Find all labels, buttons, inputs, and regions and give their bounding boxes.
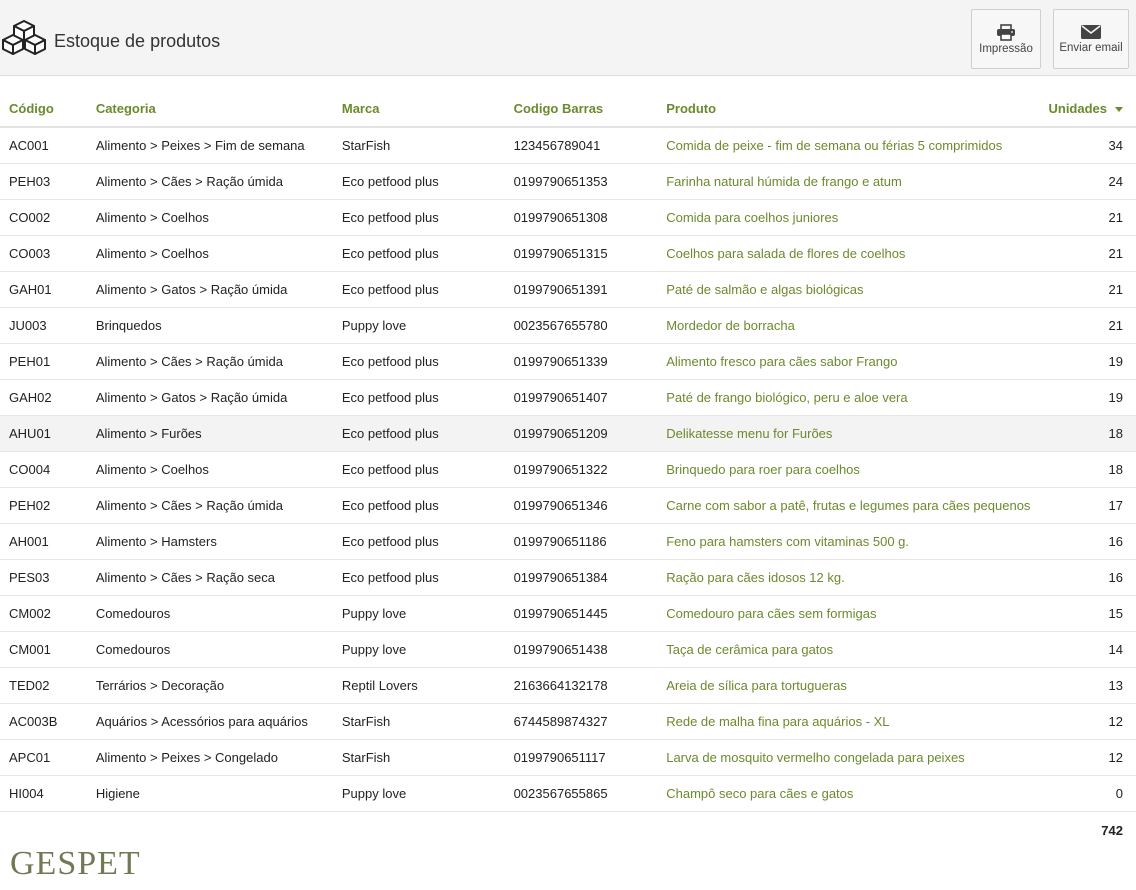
column-header-units-label: Unidades [1048,100,1107,116]
cell-barcode: 6744589874327 [505,704,658,740]
cell-product [657,632,1039,668]
cell-category: Brinquedos [87,308,333,344]
cell-code: CO004 [0,452,87,488]
table-row [0,560,1136,596]
page-title: Estoque de produtos [54,31,221,51]
cell-barcode: 0199790651322 [505,452,658,488]
cell-barcode: 0199790651438 [505,632,658,668]
cell-product [657,452,1039,488]
cell-units: 15 [1039,596,1136,632]
cell-code: GAH01 [0,272,87,308]
table-row [0,416,1136,452]
cell-brand: Eco petfood plus [333,452,505,488]
column-header-brand[interactable]: Marca [333,90,505,127]
cell-code: GAH02 [0,380,87,416]
column-header-units[interactable] [1039,90,1136,127]
cell-code: CO003 [0,236,87,272]
cell-code: PEH01 [0,344,87,380]
total-spacer [657,812,1039,849]
table-row [0,200,1136,236]
cell-code: HI004 [0,776,87,812]
cell-product [657,200,1039,236]
product-link[interactable]: Rede de malha fina para aquários - XL [666,714,890,729]
product-link[interactable]: Feno para hamsters com vitaminas 500 g. [666,534,909,549]
cell-barcode: 0199790651353 [505,164,658,200]
cell-product [657,272,1039,308]
cell-units: 0 [1039,776,1136,812]
table-row [0,236,1136,272]
cell-category: Comedouros [87,632,333,668]
product-link[interactable]: Mordedor de borracha [666,318,795,333]
table-row [0,127,1136,164]
cell-barcode: 0023567655780 [505,308,658,344]
total-spacer [505,812,658,849]
printer-icon [996,24,1016,41]
total-spacer [87,812,333,849]
cell-product [657,127,1039,164]
cell-code: APC01 [0,740,87,776]
cell-product [657,704,1039,740]
table-row [0,668,1136,704]
cell-units: 17 [1039,488,1136,524]
cell-units: 19 [1039,380,1136,416]
product-link[interactable]: Taça de cerâmica para gatos [666,642,834,657]
print-button[interactable] [971,9,1041,69]
cell-barcode: 0199790651186 [505,524,658,560]
table-row [0,776,1136,812]
cell-barcode: 0199790651339 [505,344,658,380]
cell-brand: Eco petfood plus [333,272,505,308]
cell-product [657,524,1039,560]
cell-brand: Puppy love [333,596,505,632]
cell-units: 21 [1039,236,1136,272]
cell-brand: StarFish [333,740,505,776]
page-header [0,0,1136,76]
cell-code: AHU01 [0,416,87,452]
cell-brand: StarFish [333,704,505,740]
cell-product [657,236,1039,272]
cell-units: 24 [1039,164,1136,200]
cell-brand: Eco petfood plus [333,524,505,560]
cell-barcode: 0199790651209 [505,416,658,452]
cell-category: Terrários > Decoração [87,668,333,704]
column-header-barcode[interactable]: Codigo Barras [505,90,658,127]
product-link[interactable]: Delikatesse menu for Furões [666,426,833,441]
cell-code: TED02 [0,668,87,704]
cell-barcode: 0199790651445 [505,596,658,632]
product-link[interactable]: Carne com sabor a patê, frutas e legumes para cães pequenos [666,498,1031,513]
table-header-row [0,90,1136,127]
cell-units: 21 [1039,272,1136,308]
cell-brand: Eco petfood plus [333,416,505,452]
cell-units: 16 [1039,560,1136,596]
cell-category: Alimento > Cães > Ração úmida [87,488,333,524]
cell-product [657,560,1039,596]
cell-product [657,344,1039,380]
cell-brand: Eco petfood plus [333,344,505,380]
cell-brand: Puppy love [333,632,505,668]
product-link[interactable]: Comida de peixe - fim de semana ou férias 5 comprimidos [666,138,1003,153]
cell-brand: Puppy love [333,776,505,812]
table-row [0,164,1136,200]
table-body [0,127,1136,848]
cell-units: 18 [1039,452,1136,488]
envelope-icon [1080,24,1102,40]
cell-barcode: 0199790651407 [505,380,658,416]
cell-units: 12 [1039,704,1136,740]
cell-product [657,416,1039,452]
cell-category: Aquários > Acessórios para aquários [87,704,333,740]
cell-units: 16 [1039,524,1136,560]
product-link[interactable]: Farinha natural húmida de frango e atum [666,174,902,189]
cell-category: Higiene [87,776,333,812]
product-link[interactable]: Ração para cães idosos 12 kg. [666,570,845,585]
cell-category: Alimento > Peixes > Fim de semana [87,127,333,164]
table-row [0,344,1136,380]
product-link[interactable]: Comedouro para cães sem formigas [666,606,877,621]
table-row [0,740,1136,776]
cell-code: CM001 [0,632,87,668]
table-row [0,488,1136,524]
cell-units: 21 [1039,308,1136,344]
table-row [0,272,1136,308]
cell-category: Alimento > Cães > Ração seca [87,560,333,596]
product-link[interactable]: Brinquedo para roer para coelhos [666,462,860,477]
product-link[interactable]: Areia de sílica para tortugueras [666,678,847,693]
boxes-icon [2,19,46,55]
stock-table [0,90,1136,848]
table-row [0,632,1136,668]
sort-descending-icon [1115,107,1123,112]
product-link[interactable]: Alimento fresco para cães sabor Frango [666,354,898,369]
cell-units: 14 [1039,632,1136,668]
cell-brand: Eco petfood plus [333,164,505,200]
cell-barcode: 0199790651308 [505,200,658,236]
column-header-product[interactable]: Produto [657,90,1039,127]
cell-category: Alimento > Cães > Ração úmida [87,344,333,380]
cell-product [657,308,1039,344]
column-header-category[interactable]: Categoria [87,90,333,127]
cell-code: AC001 [0,127,87,164]
product-link[interactable]: Larva de mosquito vermelho congelada para peixes [666,750,965,765]
cell-brand: Eco petfood plus [333,380,505,416]
product-link[interactable]: Champô seco para cães e gatos [666,786,854,801]
cell-units: 12 [1039,740,1136,776]
cell-units: 19 [1039,344,1136,380]
cell-barcode: 0199790651315 [505,236,658,272]
cell-code: CO002 [0,200,87,236]
cell-units: 34 [1039,127,1136,164]
total-row [0,812,1136,849]
table-row [0,524,1136,560]
cell-code: PES03 [0,560,87,596]
table-row [0,380,1136,416]
cell-category: Alimento > Peixes > Congelado [87,740,333,776]
cell-code: PEH03 [0,164,87,200]
cell-category: Alimento > Furões [87,416,333,452]
table-row [0,704,1136,740]
cell-product [657,380,1039,416]
brand-logo: GESPET [10,845,141,882]
cell-product [657,668,1039,704]
cell-product [657,488,1039,524]
cell-brand: StarFish [333,127,505,164]
cell-units: 18 [1039,416,1136,452]
cell-brand: Eco petfood plus [333,236,505,272]
cell-barcode: 123456789041 [505,127,658,164]
cell-barcode: 0199790651391 [505,272,658,308]
product-link[interactable]: Paté de frango biológico, peru e aloe vera [666,390,908,405]
cell-brand: Eco petfood plus [333,488,505,524]
cell-brand: Puppy love [333,308,505,344]
product-link[interactable]: Coelhos para salada de flores de coelhos [666,246,906,261]
cell-barcode: 0199790651384 [505,560,658,596]
cell-code: JU003 [0,308,87,344]
cell-units: 21 [1039,200,1136,236]
cell-category: Alimento > Gatos > Ração úmida [87,272,333,308]
cell-category: Alimento > Hamsters [87,524,333,560]
cell-product [657,740,1039,776]
cell-code: PEH02 [0,488,87,524]
product-link[interactable]: Paté de salmão e algas biológicas [666,282,864,297]
cell-code: AC003B [0,704,87,740]
total-spacer [333,812,505,849]
cell-barcode: 0023567655865 [505,776,658,812]
cell-product [657,776,1039,812]
cell-barcode: 2163664132178 [505,668,658,704]
print-button-label: Impressão [979,43,1033,55]
send-email-button[interactable] [1053,9,1129,69]
product-link[interactable]: Comida para coelhos juniores [666,210,839,225]
cell-category: Alimento > Coelhos [87,452,333,488]
cell-code: AH001 [0,524,87,560]
total-units: 742 [1101,822,1123,838]
cell-category: Alimento > Cães > Ração úmida [87,164,333,200]
table-row [0,596,1136,632]
cell-units: 13 [1039,668,1136,704]
cell-brand: Reptil Lovers [333,668,505,704]
cell-brand: Eco petfood plus [333,560,505,596]
table-row [0,308,1136,344]
cell-category: Alimento > Coelhos [87,236,333,272]
cell-barcode: 0199790651346 [505,488,658,524]
cell-category: Alimento > Coelhos [87,200,333,236]
send-email-button-label: Enviar email [1059,42,1123,54]
cell-product [657,164,1039,200]
cell-category: Alimento > Gatos > Ração úmida [87,380,333,416]
column-header-code[interactable]: Código [0,90,87,127]
total-spacer [0,812,87,849]
cell-barcode: 0199790651117 [505,740,658,776]
cell-product [657,596,1039,632]
cell-category: Comedouros [87,596,333,632]
cell-code: CM002 [0,596,87,632]
cell-brand: Eco petfood plus [333,200,505,236]
table-row [0,452,1136,488]
